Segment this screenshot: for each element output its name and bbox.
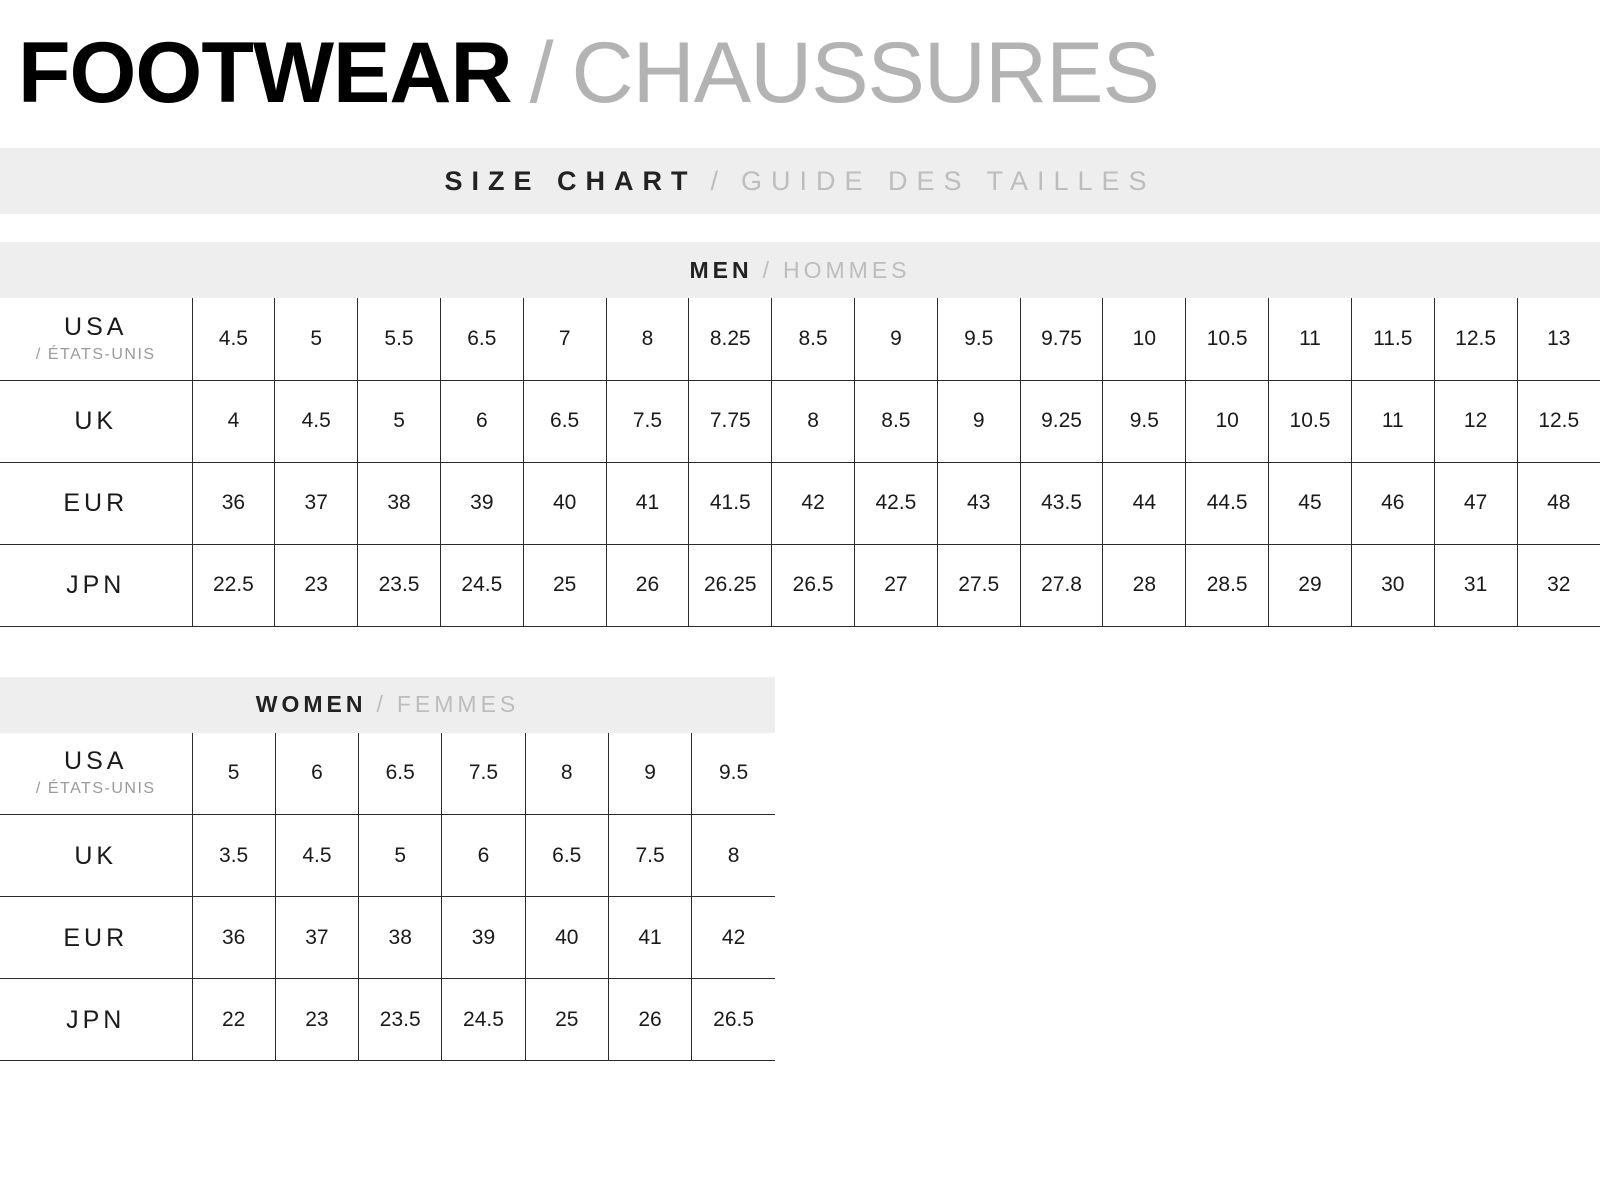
row-label-main: EUR xyxy=(63,923,129,952)
size-cell: 27.5 xyxy=(937,544,1020,626)
size-cell: 7.5 xyxy=(442,733,525,815)
size-cell: 23 xyxy=(275,979,358,1061)
row-label-main: JPN xyxy=(66,1005,126,1034)
size-cell: 26 xyxy=(606,544,689,626)
table-row xyxy=(0,815,775,897)
table-row xyxy=(0,544,1600,626)
size-cell: 7.5 xyxy=(608,815,691,897)
section-women-separator: / xyxy=(376,691,387,717)
size-cell: 10 xyxy=(1103,298,1186,380)
size-cell: 8.5 xyxy=(772,298,855,380)
table-row xyxy=(0,979,775,1061)
row-label-main: JPN xyxy=(66,571,126,599)
row-label-uk xyxy=(0,815,192,897)
size-cell: 38 xyxy=(359,897,442,979)
row-label-jpn xyxy=(0,979,192,1061)
men-size-table xyxy=(0,298,1600,627)
section-header-men xyxy=(0,242,1600,298)
row-label-main: UK xyxy=(74,407,118,435)
row-label-main: EUR xyxy=(63,489,129,517)
size-cell: 11 xyxy=(1351,380,1434,462)
subtitle-band xyxy=(0,148,1600,214)
size-cell: 7.5 xyxy=(606,380,689,462)
size-cell: 25 xyxy=(525,979,608,1061)
size-cell: 10 xyxy=(1186,380,1269,462)
row-label-eur xyxy=(0,462,192,544)
size-cell: 22 xyxy=(192,979,275,1061)
size-cell: 5 xyxy=(192,733,275,815)
size-cell: 9 xyxy=(608,733,691,815)
subtitle-main: SIZE CHART xyxy=(444,165,697,196)
size-cell: 44.5 xyxy=(1186,462,1269,544)
table-row xyxy=(0,462,1600,544)
size-cell: 42.5 xyxy=(855,462,938,544)
size-cell: 6 xyxy=(440,380,523,462)
size-cell: 48 xyxy=(1517,462,1600,544)
table-row xyxy=(0,897,775,979)
size-cell: 41.5 xyxy=(689,462,772,544)
row-label-sub: / ÉTATS-UNIS xyxy=(35,345,156,363)
table-row xyxy=(0,298,1600,380)
size-cell: 11 xyxy=(1269,298,1352,380)
size-cell: 13 xyxy=(1517,298,1600,380)
size-cell: 26.25 xyxy=(689,544,772,626)
subtitle-alt: GUIDE DES TAILLES xyxy=(740,165,1156,196)
row-label-usa xyxy=(0,298,192,380)
size-cell: 26.5 xyxy=(692,979,775,1061)
size-cell: 10.5 xyxy=(1186,298,1269,380)
size-cell: 8 xyxy=(772,380,855,462)
size-cell: 37 xyxy=(275,462,358,544)
size-cell: 46 xyxy=(1351,462,1434,544)
title-separator: / xyxy=(529,25,554,121)
row-label-main: USA xyxy=(64,747,128,776)
row-label-jpn xyxy=(0,544,192,626)
size-cell: 40 xyxy=(523,462,606,544)
size-cell: 37 xyxy=(275,897,358,979)
section-women-label: WOMEN xyxy=(255,691,367,717)
section-men-label: MEN xyxy=(689,256,753,283)
women-block xyxy=(0,677,1600,1062)
size-cell: 42 xyxy=(772,462,855,544)
size-cell: 25 xyxy=(523,544,606,626)
row-label-usa xyxy=(0,733,192,815)
size-cell: 4.5 xyxy=(192,298,275,380)
size-cell: 12.5 xyxy=(1517,380,1600,462)
size-cell: 9.5 xyxy=(937,298,1020,380)
size-cell: 43 xyxy=(937,462,1020,544)
size-cell: 36 xyxy=(192,462,275,544)
size-cell: 47 xyxy=(1434,462,1517,544)
size-cell: 6.5 xyxy=(523,380,606,462)
size-cell: 23.5 xyxy=(358,544,441,626)
size-cell: 6 xyxy=(275,733,358,815)
size-cell: 9.75 xyxy=(1020,298,1103,380)
row-label-sub: / ÉTATS-UNIS xyxy=(35,780,156,798)
size-cell: 22.5 xyxy=(192,544,275,626)
size-cell: 9.5 xyxy=(692,733,775,815)
table-row xyxy=(0,733,775,815)
size-cell: 7.75 xyxy=(689,380,772,462)
row-label-uk xyxy=(0,380,192,462)
size-cell: 38 xyxy=(358,462,441,544)
row-label-main: UK xyxy=(74,841,118,870)
size-cell: 27 xyxy=(855,544,938,626)
size-cell: 40 xyxy=(525,897,608,979)
title-main: FOOTWEAR xyxy=(18,25,512,121)
section-header-women xyxy=(0,677,775,733)
size-cell: 4 xyxy=(192,380,275,462)
size-cell: 43.5 xyxy=(1020,462,1103,544)
size-cell: 9.25 xyxy=(1020,380,1103,462)
size-cell: 4.5 xyxy=(275,380,358,462)
size-cell: 8 xyxy=(692,815,775,897)
size-cell: 5 xyxy=(358,380,441,462)
size-cell: 24.5 xyxy=(440,544,523,626)
size-cell: 6.5 xyxy=(525,815,608,897)
size-cell: 41 xyxy=(608,897,691,979)
size-cell: 29 xyxy=(1269,544,1352,626)
size-cell: 36 xyxy=(192,897,275,979)
size-cell: 23.5 xyxy=(359,979,442,1061)
size-cell: 39 xyxy=(440,462,523,544)
size-cell: 31 xyxy=(1434,544,1517,626)
size-cell: 6.5 xyxy=(359,733,442,815)
size-cell: 8.25 xyxy=(689,298,772,380)
size-cell: 8.5 xyxy=(855,380,938,462)
section-women-alt: FEMMES xyxy=(396,691,520,717)
size-cell: 9.5 xyxy=(1103,380,1186,462)
size-cell: 6 xyxy=(442,815,525,897)
size-cell: 5.5 xyxy=(358,298,441,380)
page-title xyxy=(0,0,1600,126)
size-cell: 26 xyxy=(608,979,691,1061)
size-cell: 24.5 xyxy=(442,979,525,1061)
row-label-eur xyxy=(0,897,192,979)
section-men-alt: HOMMES xyxy=(783,256,911,283)
section-men-separator: / xyxy=(762,256,773,283)
size-cell: 39 xyxy=(442,897,525,979)
size-cell: 32 xyxy=(1517,544,1600,626)
size-cell: 12.5 xyxy=(1434,298,1517,380)
size-cell: 4.5 xyxy=(275,815,358,897)
size-cell: 5 xyxy=(275,298,358,380)
subtitle-separator: / xyxy=(710,165,727,196)
size-cell: 42 xyxy=(692,897,775,979)
size-cell: 30 xyxy=(1351,544,1434,626)
size-cell: 44 xyxy=(1103,462,1186,544)
size-cell: 5 xyxy=(359,815,442,897)
size-cell: 23 xyxy=(275,544,358,626)
size-cell: 28 xyxy=(1103,544,1186,626)
size-cell: 26.5 xyxy=(772,544,855,626)
size-cell: 6.5 xyxy=(440,298,523,380)
row-label-main: USA xyxy=(64,312,128,341)
size-cell: 12 xyxy=(1434,380,1517,462)
size-cell: 27.8 xyxy=(1020,544,1103,626)
size-cell: 11.5 xyxy=(1351,298,1434,380)
women-size-table xyxy=(0,733,775,1062)
size-cell: 9 xyxy=(937,380,1020,462)
size-cell: 10.5 xyxy=(1269,380,1352,462)
size-cell: 7 xyxy=(523,298,606,380)
size-cell: 8 xyxy=(606,298,689,380)
size-cell: 45 xyxy=(1269,462,1352,544)
size-cell: 28.5 xyxy=(1186,544,1269,626)
size-cell: 3.5 xyxy=(192,815,275,897)
size-cell: 41 xyxy=(606,462,689,544)
table-row xyxy=(0,380,1600,462)
size-cell: 8 xyxy=(525,733,608,815)
title-alt: CHAUSSURES xyxy=(571,25,1159,121)
size-cell: 9 xyxy=(855,298,938,380)
